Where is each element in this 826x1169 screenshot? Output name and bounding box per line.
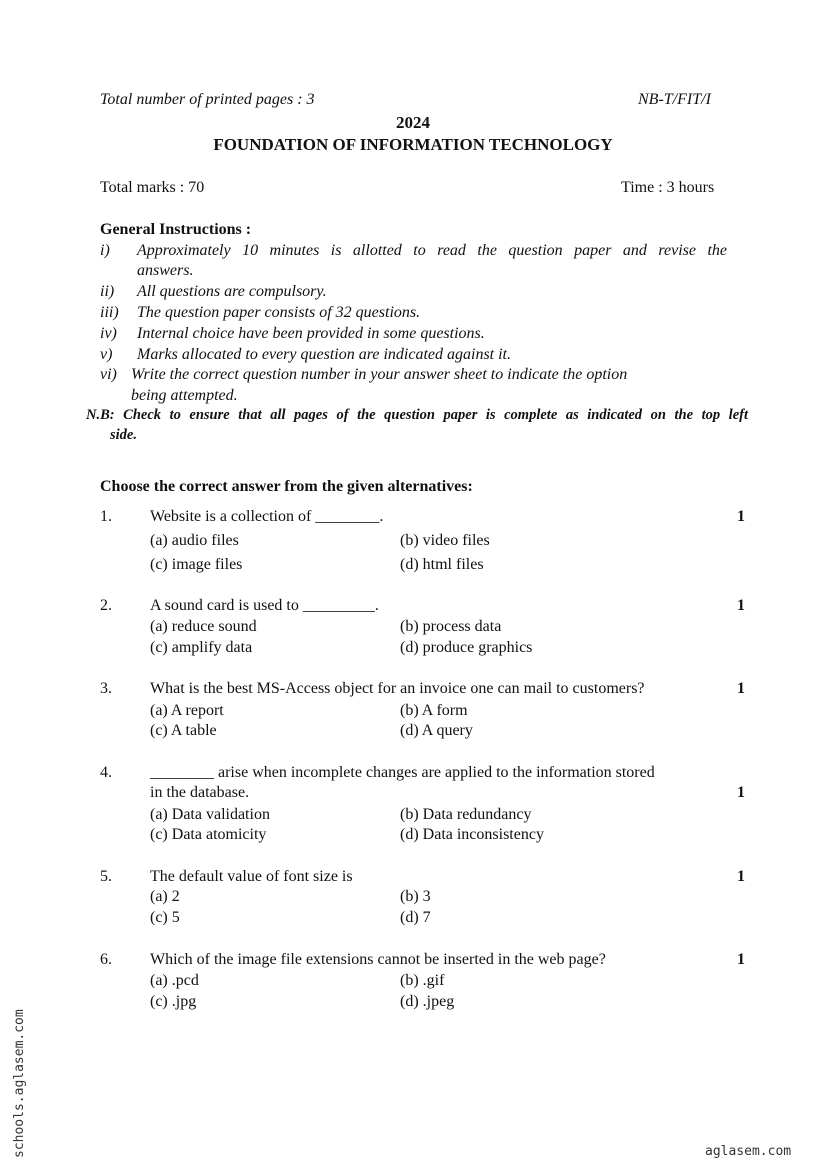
printed-pages-note: Total number of printed pages : 3 — [100, 91, 315, 108]
question-number: 1. — [100, 508, 112, 525]
instruction-number: vi) — [100, 366, 117, 383]
option-d: (d) 7 — [400, 909, 431, 926]
instruction-number: iii) — [100, 304, 119, 321]
question-number: 4. — [100, 764, 112, 781]
instruction-text: Approximately 10 minutes is allotted to read the question paper and revise the — [137, 242, 727, 259]
page-title: FOUNDATION OF INFORMATION TECHNOLOGY — [213, 135, 613, 154]
option-a: (a) .pcd — [150, 972, 199, 989]
question-marks: 1 — [737, 597, 745, 614]
instruction-text: Internal choice have been provided in some questions. — [137, 325, 485, 342]
option-a: (a) 2 — [150, 888, 180, 905]
question-text-cont: in the database. — [150, 784, 250, 801]
option-d: (d) Data inconsistency — [400, 826, 544, 843]
question-number: 6. — [100, 951, 112, 968]
option-d: (d) A query — [400, 722, 473, 739]
option-a: (a) reduce sound — [150, 618, 257, 635]
option-c: (c) 5 — [150, 909, 180, 926]
option-a: (a) Data validation — [150, 806, 270, 823]
question-marks: 1 — [737, 680, 745, 697]
option-b: (b) process data — [400, 618, 502, 635]
option-c: (c) .jpg — [150, 993, 197, 1010]
option-a: (a) A report — [150, 702, 224, 719]
nb-note-cont: side. — [110, 427, 137, 443]
instruction-number: ii) — [100, 283, 115, 300]
instruction-number: i) — [100, 242, 110, 259]
option-b: (b) 3 — [400, 888, 431, 905]
section-heading: Choose the correct answer from the given alternatives: — [100, 478, 473, 495]
option-b: (b) video files — [400, 532, 490, 549]
question-text: Which of the image file extensions cannot be inserted in the web page? — [150, 951, 606, 968]
option-b: (b) .gif — [400, 972, 445, 989]
option-c: (c) Data atomicity — [150, 826, 267, 843]
question-text: What is the best MS-Access object for an invoice one can mail to customers? — [150, 680, 645, 697]
instruction-text-cont: being attempted. — [131, 387, 238, 404]
instruction-text-cont: answers. — [137, 262, 194, 279]
instruction-text: The question paper consists of 32 questions. — [137, 304, 421, 321]
question-marks: 1 — [737, 784, 745, 801]
option-a: (a) audio files — [150, 532, 239, 549]
option-d: (d) .jpeg — [400, 993, 455, 1010]
option-c: (c) A table — [150, 722, 217, 739]
instruction-text: Marks allocated to every question are indicated against it. — [137, 346, 511, 363]
question-marks: 1 — [737, 508, 745, 525]
option-d: (d) html files — [400, 556, 484, 573]
instruction-text: Write the correct question number in your answer sheet to indicate the option — [131, 366, 628, 383]
exam-year: 2024 — [396, 113, 430, 132]
question-text: ________ arise when incomplete changes are applied to the information stored — [150, 764, 655, 781]
instruction-text: All questions are compulsory. — [137, 283, 327, 300]
exam-duration: Time : 3 hours — [621, 179, 715, 196]
option-b: (b) A form — [400, 702, 468, 719]
instruction-number: v) — [100, 346, 113, 363]
side-watermark: schools.aglasem.com — [12, 1009, 27, 1158]
paper-code: NB-T/FIT/I — [638, 91, 711, 108]
option-c: (c) amplify data — [150, 639, 253, 656]
question-marks: 1 — [737, 868, 745, 885]
question-number: 2. — [100, 597, 112, 614]
instruction-number: iv) — [100, 325, 117, 342]
question-marks: 1 — [737, 951, 745, 968]
question-number: 5. — [100, 868, 112, 885]
total-marks: Total marks : 70 — [100, 179, 205, 196]
question-text: Website is a collection of ________. — [150, 508, 384, 525]
nb-note: N.B: Check to ensure that all pages of the question paper is complete as indicated on the top left — [86, 407, 748, 423]
option-d: (d) produce graphics — [400, 639, 533, 656]
footer-watermark: aglasem.com — [705, 1144, 792, 1159]
question-text: The default value of font size is — [150, 868, 353, 885]
question-number: 3. — [100, 680, 112, 697]
option-c: (c) image files — [150, 556, 243, 573]
instructions-heading: General Instructions : — [100, 221, 252, 238]
question-text: A sound card is used to _________. — [150, 597, 379, 614]
option-b: (b) Data redundancy — [400, 806, 532, 823]
